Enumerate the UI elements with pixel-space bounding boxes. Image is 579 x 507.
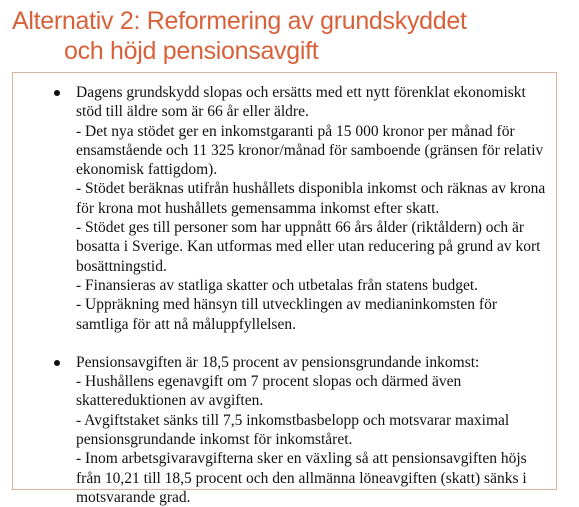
bullet-text-line: pensionsgrundande inkomst för inkomståret. — [76, 431, 353, 449]
bullet-text-line: för krona mot hushållets gemensamma inkomst efter skatt. — [76, 199, 440, 217]
bullet-text-line: samtliga för att nå måluppfyllelsen. — [76, 315, 296, 333]
bullet-text-line: - Stödet beräknas utifrån hushållets disponibla inkomst och räknas av krona — [76, 180, 546, 198]
bullet-text-line: Pensionsavgiften är 18,5 procent av pensionsgrundande inkomst: — [76, 353, 480, 371]
bullet-text-line: ensamstående och 11 325 kronor/månad för samboende (gränsen för relativ — [76, 141, 544, 159]
content-box — [12, 72, 557, 506]
bullet-text-line: motsvarande grad. — [76, 488, 191, 506]
bullet-text-line: ekonomisk fattigdom). — [76, 161, 218, 179]
slide-title-line-2: och höjd pensionsavgift — [64, 37, 319, 65]
bullet-text-line: skattereduktionen av avgiften. — [76, 392, 264, 410]
slide-title — [12, 6, 467, 66]
bullet-text-line: - Avgiftstaket sänks till 7,5 inkomstbasbelopp och motsvarar maximal — [76, 411, 510, 429]
bullet-pensionsavgift — [13, 353, 556, 507]
bullet-dot-icon — [54, 90, 60, 96]
slide-title-line-1: Alternativ 2: Reformering av grundskyddet — [12, 7, 467, 35]
bullet-text-line: Dagens grundskydd slopas och ersätts med ett nytt förenklat ekonomiskt — [76, 84, 526, 101]
bullet-text-line: bosättningstid. — [76, 257, 167, 275]
bullet-text-line: - Stödet ges till personer som har uppnått 66 års ålder (riktåldern) och är — [76, 219, 525, 237]
bullet-grundskydd — [13, 83, 556, 334]
bullet-text-line: - Hushållens egenavgift om 7 procent slopas och därmed även — [76, 373, 462, 391]
bullet-text-line: - Det nya stödet ger en inkomstgaranti på 15 000 kronor per månad för — [76, 122, 515, 140]
bullet-text-line: stöd till äldre som är 66 år eller äldre. — [76, 103, 309, 121]
bullet-text-line: - Inom arbetsgivaravgifterna sker en växling så att pensionsavgiften höjs — [76, 450, 527, 468]
bullet-dot-icon — [54, 360, 60, 366]
bullet-list — [13, 83, 556, 507]
bullet-text-line: - Uppräkning med hänsyn till utvecklingen av medianinkomsten för — [76, 296, 497, 314]
bullet-text-line: - Finansieras av statliga skatter och utbetalas från statens budget. — [76, 276, 479, 294]
bullet-text-line: bosatta i Sverige. Kan utformas med eller utan reducering på grund av kort — [76, 238, 541, 256]
bullet-text-line: från 10,21 till 18,5 procent och den allmänna löneavgiften (skatt) sänks i — [76, 469, 527, 487]
